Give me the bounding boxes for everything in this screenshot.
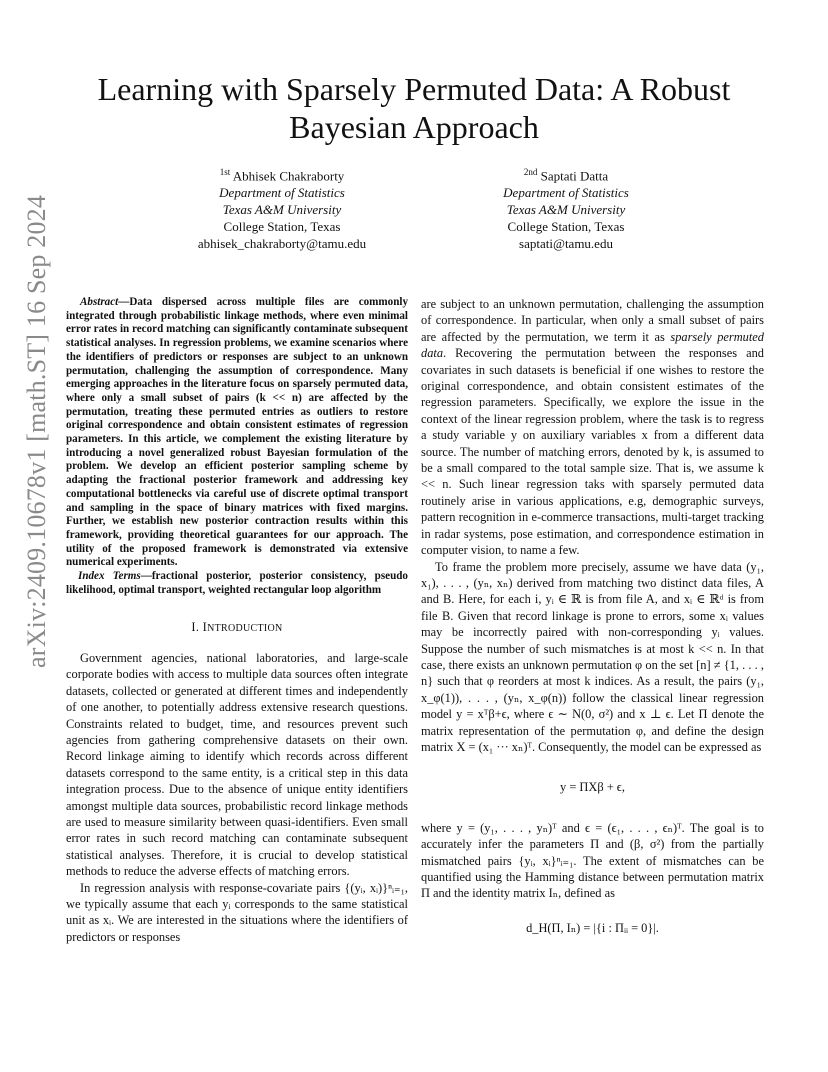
author-city: College Station, Texas [507, 219, 625, 235]
body-paragraph: Government agencies, national laboratories, and large-scale corporate bodies with access to multiple data sources often integrate datasets, collected or generated at different times and independently of one another, to potentially address extensive research questions. Constraints related to budget, time, and resources prevent such agencies from gathering comprehensive datasets on their own. Record linkage aiming to identify which records across different datasets correspond to the same entity, is a critical step in this data integration process. Due to the absence of unique entity identifiers amongst multiple data sources, probabilistic record linkage methods are used to measure similarity between quasi-identifiers. Even small error rates in such record matching can contaminate subsequent statistical analyses. Therefore, it is crucial to develop statistical methods to reduce the adverse effects of matching errors. [66, 650, 408, 879]
index-terms [66, 570, 408, 597]
abstract-label: Abstract [80, 296, 119, 308]
body-paragraph: To frame the problem more precisely, assume we have data (y₁, x₁), . . . , (yₙ, xₙ) derived from matching two distinct data files, A and B. Here, for each i, yᵢ ∈ ℝ is from file A, and xᵢ ∈ ℝᵈ is from file B. Given that record linkage is prone to errors, some xᵢ values may be incorrectly paired with non-corresponding yᵢ values. Suppose the number of such mismatches is at most k << n. In that case, there exists an unknown permutation φ on the set [n] ≠ {1, . . . , n} such that φ reorders at most k indices. As a result, the pairs (y₁, x_φ(1)), . . . , (yₙ, x_φ(n)) follow the classical linear regression model y = xᵀβ+ϵ, where ϵ ∼ N(0, σ²) and x ⊥ ϵ. Let Π denote the matrix representation of the permutation φ, and define the design matrix X = (x₁ ··· xₙ)ᵀ. Consequently, the model can be expressed as [421, 559, 764, 754]
section-heading: I. INTRODUCTION [191, 620, 283, 635]
author-name: Saptati Datta [540, 168, 609, 184]
body-paragraph: In regression analysis with response-covariate pairs {(yᵢ, xᵢ)}ⁿᵢ₌₁, we typically assume that each yᵢ corresponds to the same statistical unit as xᵢ. We are interested in the situations where the identifiers of predictors or responses [66, 880, 408, 944]
author-email[interactable]: saptati@tamu.edu [519, 236, 613, 252]
body-paragraph: are subject to an unknown permutation, challenging the assumption of correspondence. In particular, when only a small subset of pairs are affected by the permutation, we term it as sparsely permuted data. Recovering the permutation between the responses and covariates in such datasets is beneficial if one wishes to restore the original correspondence, and obtain consistent estimates of the regression parameters. Specifically, we explore the issue in the context of the linear regression problem, where the task is to regress a study variable y on auxiliary variables x from a different data source. The number of matching errors, denoted by k, is assumed to be a small compared to the total sample size. That is, we assume k << n. Such linear regression taks with sparsely permuted data routinely arise in various applications, e.g, demographic surveys, pattern recognition in e-commerce transactions, multi-target tracking in radar systems, pose estimation, and correspondence estimation in computer vision, to name a few. [421, 297, 764, 558]
equation-hamming: d_H(Π, Iₙ) = |{i : Πᵢᵢ = 0}|. [526, 920, 659, 935]
body-paragraph: where y = (y₁, . . . , yₙ)ᵀ and ϵ = (ϵ₁, . . . , ϵₙ)ᵀ. The goal is to accurately infer the parameters Π and (β, σ²) from the partially mismatched pairs {yᵢ, xᵢ}ⁿᵢ₌₁. The extent of mismatches can be quantified using the Hamming distance between permutation matrix Π and the identity matrix Iₙ, defined as [421, 820, 764, 901]
arxiv-identifier[interactable]: arXiv:2409.10678v1 [math.ST] 16 Sep 2024 [22, 194, 51, 668]
author-university: Texas A&M University [506, 202, 626, 218]
emphasis-term: sparsely permuted data [421, 329, 764, 361]
author-department: Department of Statistics [219, 185, 345, 201]
left-column [66, 296, 408, 945]
author-block-1 [152, 164, 412, 252]
abstract [66, 296, 408, 570]
author-department: Department of Statistics [503, 185, 629, 201]
author-block-2 [436, 164, 696, 252]
paper-title: Learning with Sparsely Permuted Data: A Robust Bayesian Approach [97, 71, 731, 145]
author-university: Texas A&M University [222, 202, 342, 218]
right-column [421, 296, 764, 936]
author-city: College Station, Texas [223, 219, 341, 235]
equation-model: y = ΠXβ + ϵ, [560, 780, 625, 795]
author-ordinal: 2nd [523, 167, 538, 177]
index-terms-text: —fractional posterior, posterior consistency, pseudo likelihood, optimal transport, weighted rectangular loop algorithm [66, 570, 408, 596]
author-email[interactable]: abhisek_chakraborty@tamu.edu [197, 236, 367, 252]
author-ordinal: 1st [219, 167, 231, 177]
author-name: Abhisek Chakraborty [232, 168, 345, 184]
index-terms-label: Index Terms [78, 570, 141, 583]
abstract-text: —Data dispersed across multiple files are commonly integrated through probabilistic linkage methods, where even minimal error rates in record matching can significantly contaminate subsequent statistical analyses. In regression problems, we examine scenarios where the identifiers of predictors or responses are subject to an unknown permutation, challenging the assumption of correspondence. Many emerging approaches in the literature focus on sparsely permuted data, where only a small subset of pairs (k << n) are affected by the permutation, treating these permuted entries as outliers to restore original correspondence and obtain consistent estimates of regression parameters. In this article, we complement the existing literature by introducing a novel generalized robust Bayesian formulation of the problem. We develop an efficient posterior sampling scheme by adapting the fractional posterior framework and addressing key computational bottlenecks via careful use of discrete optimal transport and sampling in the space of binary matrices with fixed margins. Further, we establish new posterior contraction results within this framework, providing theoretical guarantees for our approach. The utility of the proposed framework is demonstrated via extensive numerical experiments. [66, 296, 408, 569]
